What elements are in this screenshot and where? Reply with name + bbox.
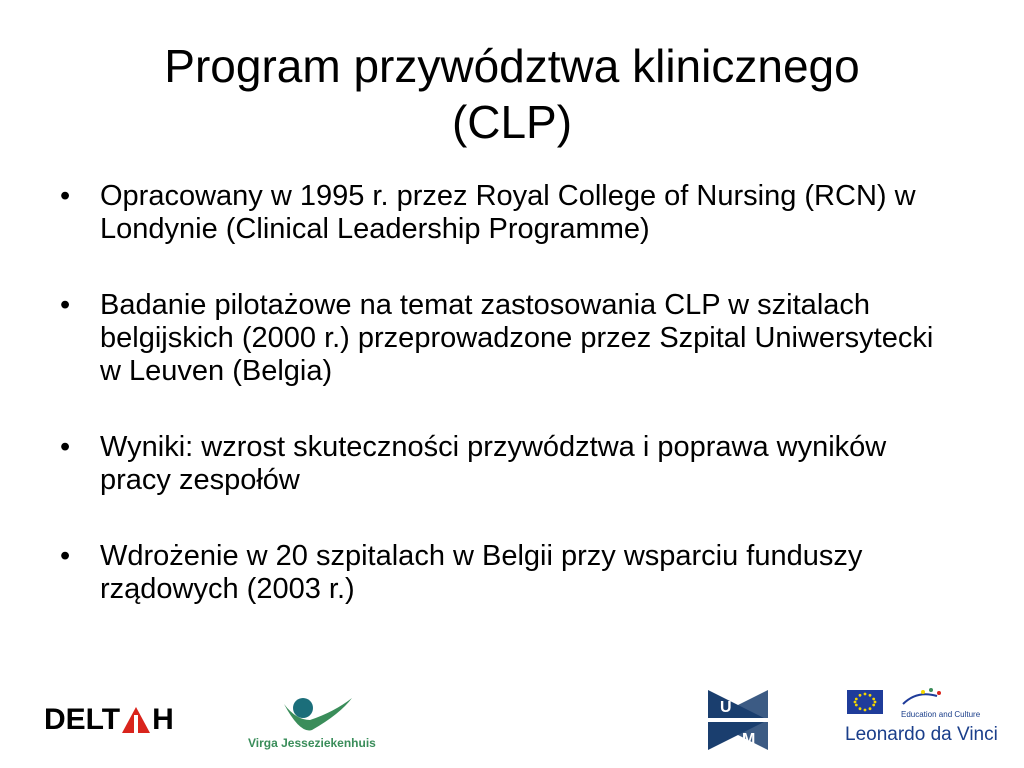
bullet-item [60,540,950,606]
title-line-1: Program przywództwa klinicznego [164,40,860,92]
um-logo-bottom-letter: M [742,731,756,748]
bullet-text: Wdrożenie w 20 szpitalach w Belgii przy wsparciu funduszy rządowych (2003 r.) [100,540,863,605]
um-logo [706,688,770,752]
bullet-item [60,431,950,497]
bullet-item [60,289,950,388]
um-logo-icon [706,688,770,752]
leonardo-da-vinci-text: Leonardo da Vinci [845,724,998,745]
bullet-text: Wyniki: wzrost skuteczności przywództwa i poprawa wyników pracy zespołów [100,431,887,496]
bullet-dot-icon: • [60,180,71,212]
delta-logo-text-right: H [152,703,174,736]
delta-logo [44,702,174,738]
title-line-2: (CLP) [451,96,573,148]
bullet-list [60,180,950,649]
footer-logos [0,680,1024,768]
um-logo-top-letter: U [720,699,732,716]
virga-logo [248,690,383,760]
bullet-text: Badanie pilotażowe na temat zastosowania CLP w szitalach belgijskich (2000 r.) przeprowadzone przez Szpital Uniwersytecki w Leuven (Belgia) [100,289,934,387]
delta-logo-text-left: DELT [44,703,121,736]
virga-mark-icon [248,690,383,736]
education-culture-text: Education and Culture [901,710,981,719]
bullet-text: Opracowany w 1995 r. przez Royal College of Nursing (RCN) w Londynie (Clinical Leadership Programme) [100,180,916,245]
delta-triangle-icon [121,705,151,735]
bullet-dot-icon: • [60,431,71,463]
bullet-dot-icon: • [60,289,71,321]
slide-title [60,38,964,150]
virga-logo-text: Virga Jesseziekenhuis [248,736,376,750]
bullet-dot-icon: • [60,540,71,572]
leonardo-da-vinci-logo [845,686,998,756]
bullet-item [60,180,950,246]
